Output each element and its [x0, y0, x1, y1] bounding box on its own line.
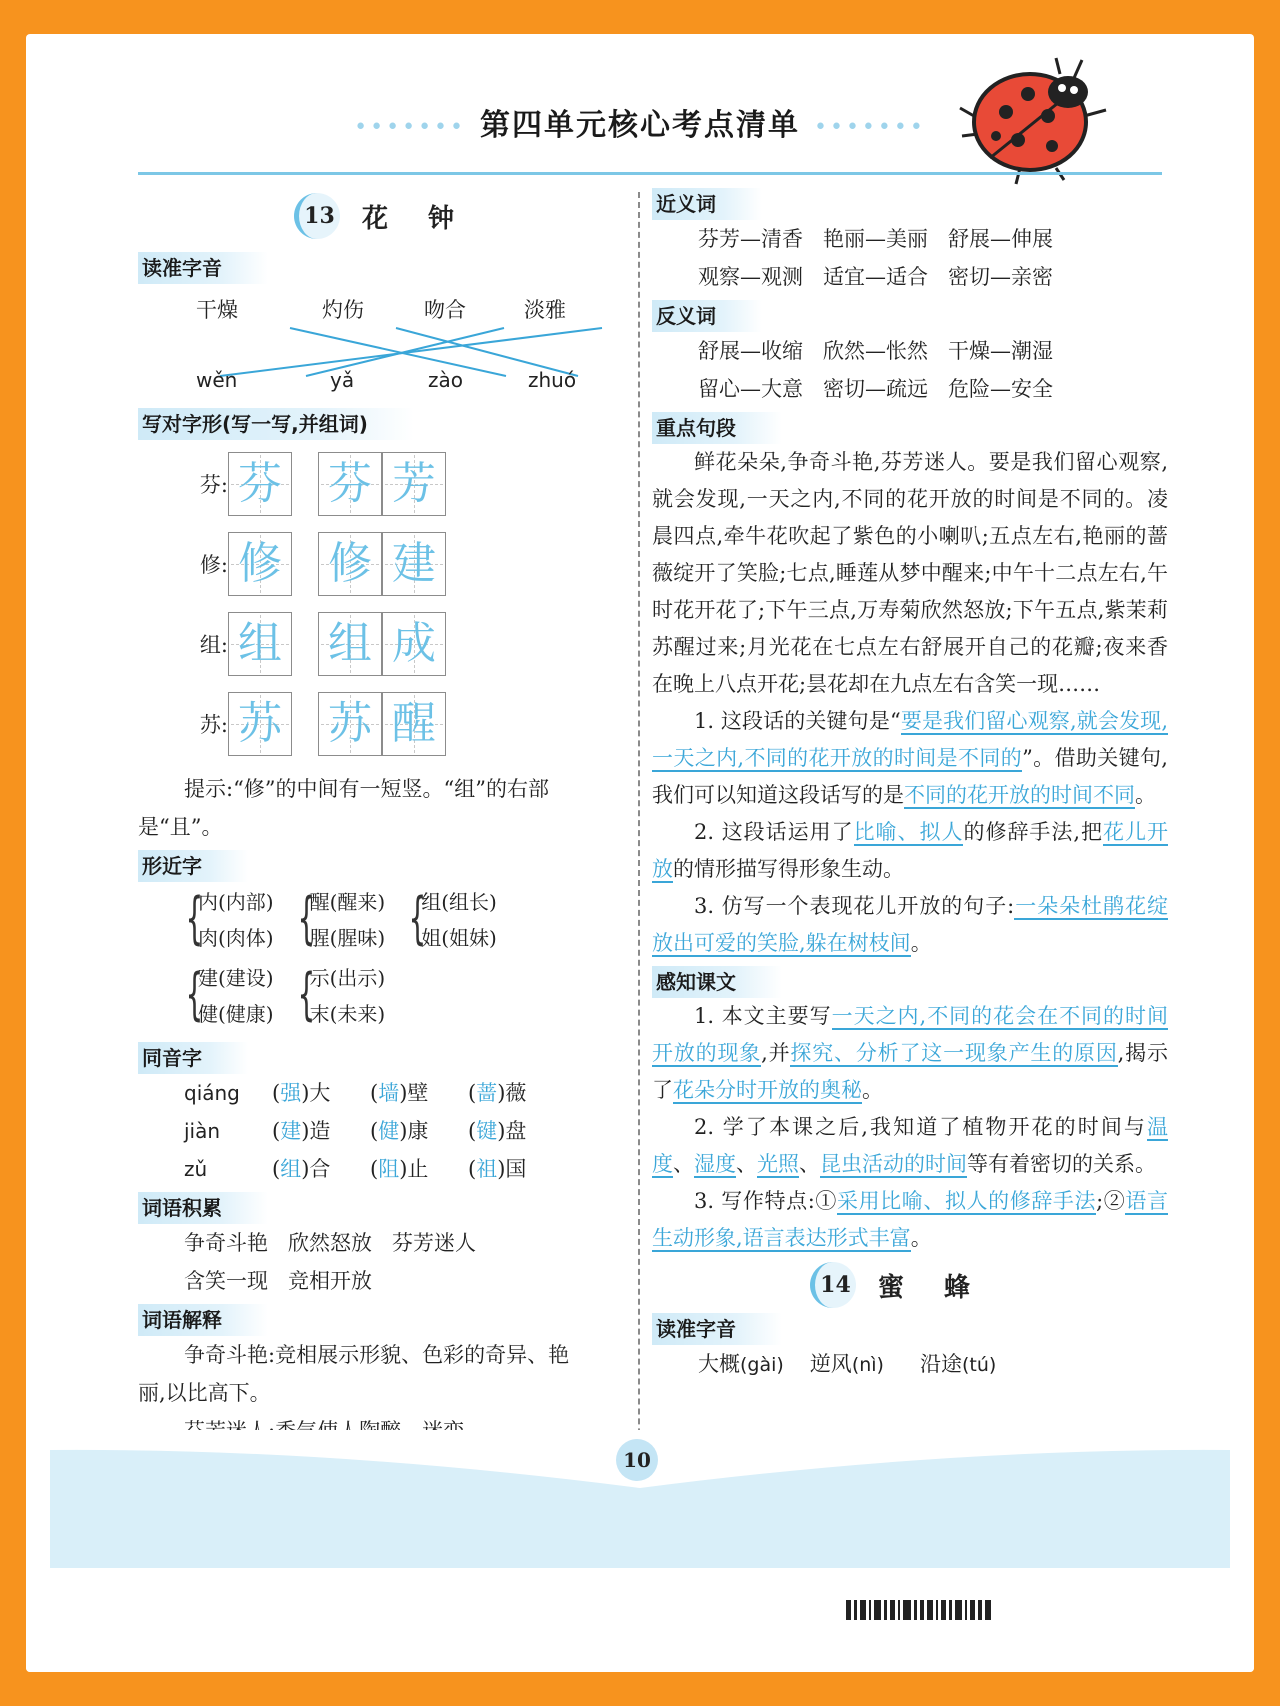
pinyin-item: 沿途(tú)	[919, 1352, 997, 1376]
char-box: 修	[318, 532, 382, 596]
writing-row	[138, 444, 650, 524]
similar-item: 组(组长)	[421, 890, 497, 914]
similar-item: 腥(腥味)	[309, 926, 386, 950]
title-dots-right: •••••••	[814, 114, 926, 140]
char-box: 组	[318, 612, 382, 676]
tip-line: 提示:“修”的中间有一短竖。“组”的右部	[184, 777, 550, 801]
page-number: 10	[616, 1439, 658, 1481]
lesson-13-title	[138, 184, 650, 248]
char-box: 苏	[318, 692, 382, 756]
pinyin: qiáng	[184, 1081, 240, 1105]
watermark-bars	[846, 1594, 991, 1620]
title-text: 第四单元核心考点清单	[480, 108, 800, 143]
char-box: 醒	[382, 692, 446, 756]
similar-group: { 建(建设) 健(健康)	[182, 960, 274, 1032]
pinyin: zào	[428, 368, 463, 392]
similar-item: 醒(醒来)	[309, 890, 386, 914]
section-heading-pinyin: 读准字音	[138, 252, 268, 284]
synonym-line: 芬芳—清香 艳丽—美丽 舒展—伸展	[698, 227, 1054, 251]
char-box: 芬	[318, 452, 382, 516]
writing-row	[138, 684, 650, 764]
pinyin: zǔ	[184, 1157, 208, 1181]
pinyin-14-line	[652, 1345, 1168, 1384]
section-heading-explain: 词语解释	[138, 1304, 268, 1336]
explain-line: 丽,以比高下。	[138, 1381, 271, 1405]
section-heading-homophone: 同音字	[138, 1042, 248, 1074]
synonym-line: 观察—观测 适宜—适合 密切—亲密	[698, 265, 1054, 289]
section-heading-text: 感知课文	[652, 966, 782, 998]
similar-group: { 醒(醒来) 腥(腥味)	[294, 884, 386, 956]
section-heading-antonym: 反义词	[652, 300, 762, 332]
similar-item: 建(建设)	[198, 966, 274, 990]
writing-grids	[138, 444, 650, 764]
char-box: 芬	[228, 452, 292, 516]
lesson-number: 14	[810, 1262, 856, 1308]
writing-label: 组:	[199, 633, 228, 657]
similar-item: 肉(肉体)	[198, 926, 274, 950]
homophone-row: jiàn (建)造 (健)康 (键)盘	[138, 1112, 650, 1150]
char-box: 成	[382, 612, 446, 676]
lesson-name: 花钟	[361, 203, 494, 234]
question-1: 1. 这段话的关键句是“要是我们留心观察,就会发现,一天之内,不同的花开放的时间是不同的”。借助关键句,我们可以知道这段话写的是不同的花开放的时间不同。	[652, 709, 1168, 807]
writing-row	[138, 524, 650, 604]
char-box: 建	[382, 532, 446, 596]
question-2: 2. 这段话运用了比喻、拟人的修辞手法,把花儿开放的情形描写得形象生动。	[652, 820, 1168, 881]
pinyin-matching	[138, 284, 650, 404]
pinyin: zhuó	[528, 368, 577, 392]
section-heading-similar: 形近字	[138, 850, 248, 882]
section-heading-synonym: 近义词	[652, 188, 762, 220]
similar-item: 末(未来)	[309, 1002, 386, 1026]
bottom-strip	[26, 1568, 1254, 1672]
homophones	[138, 1074, 650, 1188]
ladybug-icon	[956, 56, 1116, 186]
writing-label: 修:	[199, 553, 228, 577]
lesson-name: 蜜蜂	[877, 1272, 1010, 1303]
text-point-1: 1. 本文主要写一天之内,不同的花会在不同的时间开放的现象,并探究、分析了这一现象产生的原因,揭示了花朵分时开放的奥秘。	[652, 1004, 1168, 1102]
char-box: 修	[228, 532, 292, 596]
word: 淡雅	[524, 298, 566, 322]
similar-group: { 示(出示) 末(未来)	[294, 960, 386, 1032]
pinyin-item: 大概(gài)	[698, 1352, 784, 1376]
writing-label: 芬:	[199, 473, 228, 497]
section-heading-vocab: 词语积累	[138, 1192, 268, 1224]
writing-label: 苏:	[199, 713, 228, 737]
text-point-2: 2. 学了本课之后,我知道了植物开花的时间与温度、湿度、光照、昆虫活动的时间等有着密切的关系。	[652, 1115, 1168, 1176]
section-heading-pinyin-14: 读准字音	[652, 1313, 782, 1345]
similar-item: 姐(姐妹)	[421, 926, 497, 950]
title-dots-left: •••••••	[354, 114, 466, 140]
key-passage: 鲜花朵朵,争奇斗艳,芬芳迷人。要是我们留心观察,就会发现,一天之内,不同的花开放的时间是不同的。凌晨四点,牵牛花吹起了紫色的小喇叭;五点左右,艳丽的蔷薇绽开了笑脸;七点,睡莲从梦中醒来;中午十二点左右,午时花开花了;下午三点,万寿菊欣然怒放;下午五点,紫茉莉苏醒过来;月光花在七点左右舒展开自己的花瓣;夜来香在晚上八点开花;昙花却在九点左右含笑一现……	[652, 450, 1168, 696]
explain-line: 争奇斗艳:竞相展示形貌、色彩的奇异、艳	[184, 1343, 570, 1367]
antonym-line: 舒展—收缩 欣然—怅然 干燥—潮湿	[698, 339, 1054, 363]
similar-item: 健(健康)	[198, 1002, 274, 1026]
pinyin: jiàn	[184, 1119, 221, 1143]
vocab-line: 争奇斗艳 欣然怒放 芬芳迷人	[184, 1231, 477, 1255]
similar-chars	[138, 884, 650, 1032]
word: 灼伤	[322, 298, 364, 322]
lesson-14-title	[652, 1257, 1168, 1313]
pinyin: wěn	[196, 368, 238, 392]
homophone-row: zǔ (组)合 (阻)止 (祖)国	[138, 1150, 650, 1188]
similar-group: { 组(组长) 姐(姐妹)	[405, 884, 497, 956]
char-box: 苏	[228, 692, 292, 756]
char-box: 芳	[382, 452, 446, 516]
char-box: 组	[228, 612, 292, 676]
section-heading-write: 写对字形(写一写,并组词)	[138, 408, 414, 440]
homophone-row: qiáng (强)大 (墙)壁 (蔷)薇	[138, 1074, 650, 1112]
similar-item: 示(出示)	[309, 966, 386, 990]
tip-line: 是“且”。	[138, 815, 223, 839]
vocab-line: 含笑一现 竞相开放	[184, 1269, 373, 1293]
similar-item: 内(内部)	[198, 890, 274, 914]
word: 干燥	[196, 298, 238, 322]
pinyin-item: 逆风(nì)	[809, 1352, 884, 1376]
text-point-3: 3. 写作特点:①采用比喻、拟人的修辞手法;②语言生动形象,语言表达形式丰富。	[652, 1189, 1169, 1250]
header	[26, 34, 1254, 184]
right-column	[652, 184, 1168, 1384]
left-column	[138, 184, 650, 1564]
page	[26, 34, 1254, 1672]
writing-row	[138, 604, 650, 684]
question-3: 3. 仿写一个表现花儿开放的句子:一朵朵杜鹃花绽放出可爱的笑脸,躲在树枝间。	[652, 894, 1168, 955]
antonym-line: 留心—大意 密切—疏远 危险—安全	[698, 377, 1054, 401]
pinyin: yǎ	[330, 368, 355, 392]
section-heading-key-passage: 重点句段	[652, 412, 782, 444]
header-underline	[138, 172, 1162, 175]
lesson-number: 13	[294, 193, 340, 239]
similar-group: { 内(内部) 肉(肉体)	[182, 884, 274, 956]
word: 吻合	[424, 298, 466, 322]
